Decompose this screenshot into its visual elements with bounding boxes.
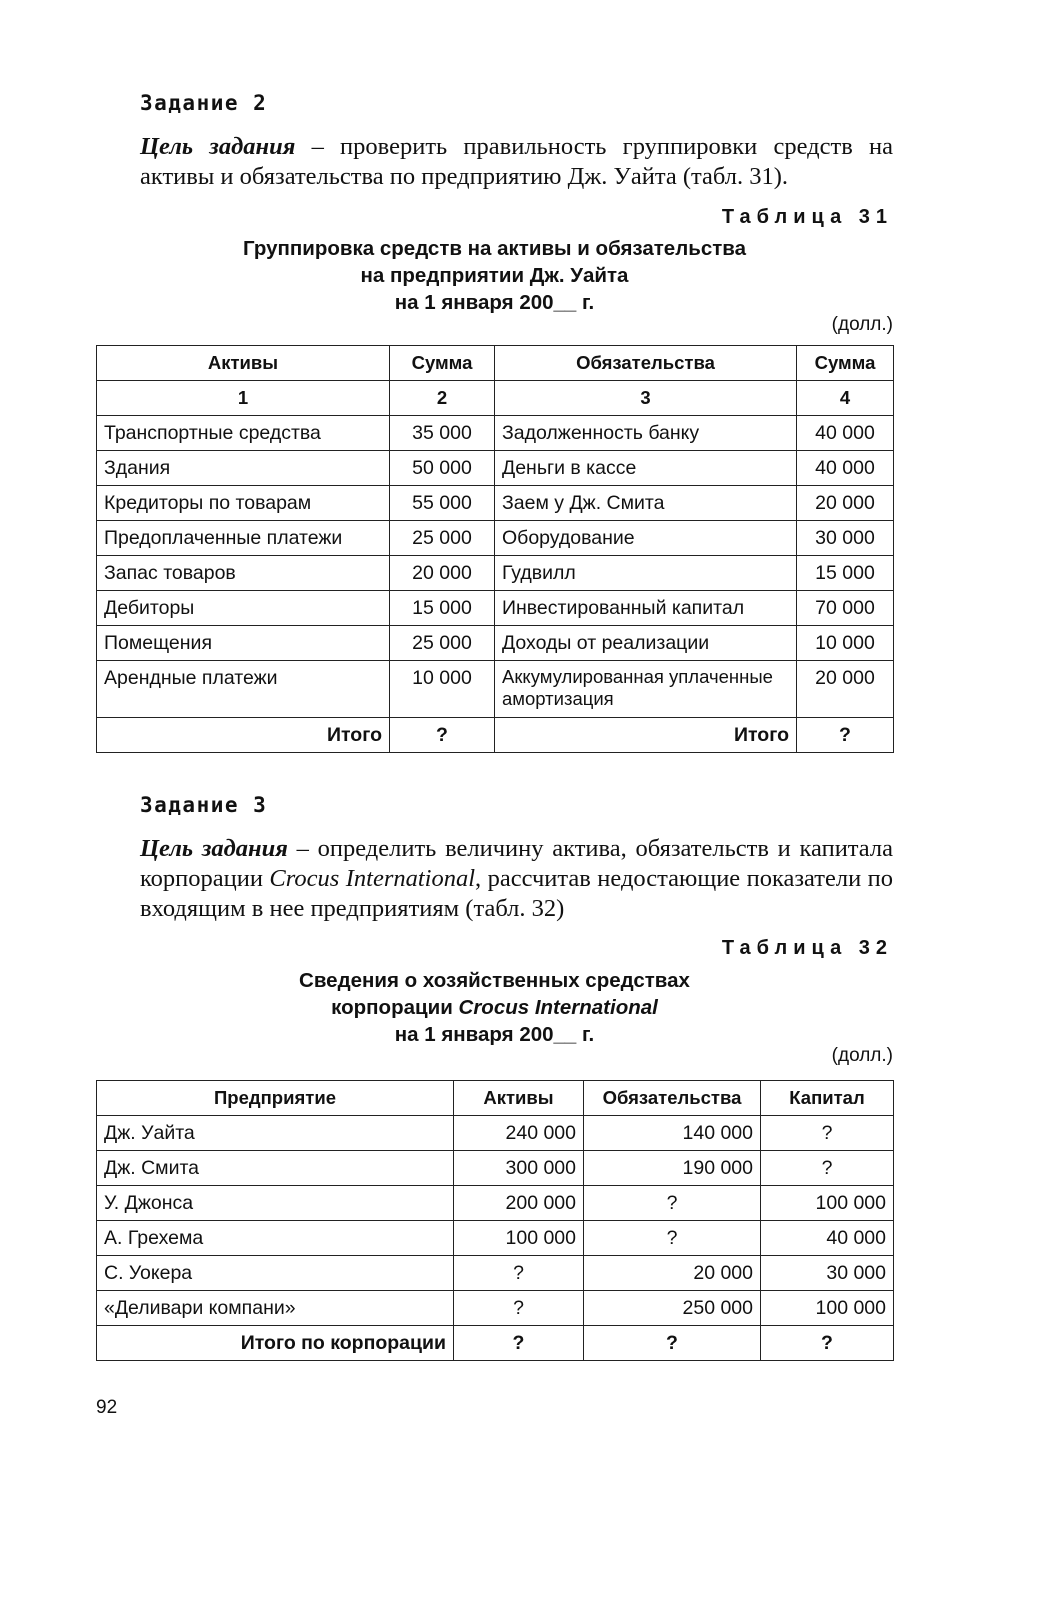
table31-title-line2: на предприятии Дж. Уайта	[360, 264, 629, 287]
asset-name: Запас товаров	[97, 556, 390, 591]
table31-label: Таблица 31	[721, 206, 893, 228]
table-row	[97, 521, 894, 556]
liability-sum: 15 000	[797, 556, 894, 591]
task3-text-b: , рассчитав недостающие показатели по входящим в нее предприятиям (табл. 32)	[140, 865, 894, 922]
asset-sum: 55 000	[390, 486, 495, 521]
table31-header-row	[97, 346, 894, 381]
table31-header-sum2: Сумма	[797, 346, 894, 381]
asset-sum: 10 000	[390, 661, 495, 718]
task3-heading: Задание 3	[140, 793, 268, 817]
table32-total-row	[97, 1326, 894, 1361]
company-liabilities: 140 000	[584, 1116, 761, 1151]
table31-colnum-1: 1	[97, 381, 390, 416]
company-liabilities: ?	[584, 1186, 761, 1221]
company-assets: ?	[454, 1256, 584, 1291]
company-capital: 30 000	[761, 1256, 894, 1291]
table-row	[97, 1151, 894, 1186]
company-assets: 240 000	[454, 1116, 584, 1151]
table32-title-line3: на 1 января 200__ г.	[394, 1023, 595, 1046]
company-liabilities: 250 000	[584, 1291, 761, 1326]
asset-name: Кредиторы по товарам	[97, 486, 390, 521]
table32-title	[96, 967, 893, 1048]
liability-sum: 70 000	[797, 591, 894, 626]
asset-name: Помещения	[97, 626, 390, 661]
task2-text: – проверить правильность группировки средств на активы и обязательства по предприятию Дж. Уайта (табл. 31).	[140, 133, 893, 190]
table31-unit: (долл.)	[831, 314, 893, 335]
table31-colnum-4: 4	[797, 381, 894, 416]
table32-total-assets: ?	[454, 1326, 584, 1361]
task3-paragraph	[96, 834, 893, 924]
liability-name: Задолженность банку	[495, 416, 797, 451]
liability-name: Деньги в кассе	[495, 451, 797, 486]
table32-title-company: Crocus International	[458, 996, 658, 1019]
company-liabilities: 190 000	[584, 1151, 761, 1186]
company-capital: 100 000	[761, 1291, 894, 1326]
table32-header-row	[97, 1081, 894, 1116]
table32-header-capital: Капитал	[761, 1081, 894, 1116]
table32-unit: (долл.)	[831, 1045, 893, 1066]
liability-sum: 30 000	[797, 521, 894, 556]
liability-sum: 40 000	[797, 451, 894, 486]
liability-name: Инвестированный капитал	[495, 591, 797, 626]
liability-sum: 40 000	[797, 416, 894, 451]
task3-text-a: – определить величину актива, обязательств и капитала корпорации	[140, 835, 893, 892]
table31-total-label-left: Итого	[97, 718, 390, 753]
company-name: С. Уокера	[97, 1256, 454, 1291]
table32-total-liabilities: ?	[584, 1326, 761, 1361]
table-row	[97, 661, 894, 718]
liability-sum: 20 000	[797, 661, 894, 718]
table-row	[97, 1116, 894, 1151]
company-capital: 40 000	[761, 1221, 894, 1256]
table32-label: Таблица 32	[721, 937, 893, 959]
table31-header-assets: Активы	[97, 346, 390, 381]
liability-name: Аккумулированная уплаченные амортизация	[495, 661, 797, 718]
company-name: У. Джонса	[97, 1186, 454, 1221]
table32-total-label: Итого по корпорации	[97, 1326, 454, 1361]
table-row	[97, 1256, 894, 1291]
table31-total-right: ?	[797, 718, 894, 753]
company-capital: 100 000	[761, 1186, 894, 1221]
table-row	[97, 1186, 894, 1221]
asset-sum: 15 000	[390, 591, 495, 626]
asset-name: Дебиторы	[97, 591, 390, 626]
table-row	[97, 451, 894, 486]
table31-total-left: ?	[390, 718, 495, 753]
table32-total-capital: ?	[761, 1326, 894, 1361]
table32-header-assets: Активы	[454, 1081, 584, 1116]
table32-header-company: Предприятие	[97, 1081, 454, 1116]
table31-title-line3: на 1 января 200__ г.	[394, 291, 595, 314]
company-liabilities: 20 000	[584, 1256, 761, 1291]
table-row	[97, 1291, 894, 1326]
table32	[96, 1080, 894, 1361]
table31-number-row	[97, 381, 894, 416]
company-name: Дж. Уайта	[97, 1116, 454, 1151]
company-assets: ?	[454, 1291, 584, 1326]
liability-name: Доходы от реализации	[495, 626, 797, 661]
table31-colnum-3: 3	[495, 381, 797, 416]
task2-paragraph	[96, 132, 893, 192]
table-row	[97, 591, 894, 626]
asset-name: Здания	[97, 451, 390, 486]
table32-header-liabilities: Обязательства	[584, 1081, 761, 1116]
company-liabilities: ?	[584, 1221, 761, 1256]
table32-title-line1: Сведения о хозяйственных средствах	[299, 969, 690, 992]
table32-title-line2	[96, 994, 893, 1021]
company-assets: 300 000	[454, 1151, 584, 1186]
page-number: 92	[96, 1397, 118, 1418]
company-name: Дж. Смита	[97, 1151, 454, 1186]
task2-heading: Задание 2	[140, 91, 268, 115]
asset-sum: 35 000	[390, 416, 495, 451]
liability-sum: 20 000	[797, 486, 894, 521]
company-name: А. Грехема	[97, 1221, 454, 1256]
task2-lead: Цель задания	[140, 133, 296, 160]
company-assets: 100 000	[454, 1221, 584, 1256]
liability-name: Гудвилл	[495, 556, 797, 591]
asset-name: Транспортные средства	[97, 416, 390, 451]
table31-colnum-2: 2	[390, 381, 495, 416]
company-capital: ?	[761, 1116, 894, 1151]
asset-name: Арендные платежи	[97, 661, 390, 718]
task3-lead: Цель задания	[140, 835, 288, 862]
asset-sum: 25 000	[390, 626, 495, 661]
table32-title-line2-a: корпорации	[331, 996, 459, 1019]
table31	[96, 345, 894, 753]
liability-sum: 10 000	[797, 626, 894, 661]
asset-sum: 20 000	[390, 556, 495, 591]
asset-sum: 25 000	[390, 521, 495, 556]
table31-header-liabilities: Обязательства	[495, 346, 797, 381]
table-row	[97, 626, 894, 661]
table-row	[97, 1221, 894, 1256]
table-row	[97, 486, 894, 521]
company-name: «Деливари компани»	[97, 1291, 454, 1326]
company-assets: 200 000	[454, 1186, 584, 1221]
table31-total-label-right: Итого	[495, 718, 797, 753]
table31-header-sum1: Сумма	[390, 346, 495, 381]
liability-name: Оборудование	[495, 521, 797, 556]
task3-company: Crocus International	[269, 865, 476, 892]
asset-sum: 50 000	[390, 451, 495, 486]
table31-total-row	[97, 718, 894, 753]
table-row	[97, 556, 894, 591]
table-row	[97, 416, 894, 451]
table31-title	[96, 235, 893, 316]
asset-name: Предоплаченные платежи	[97, 521, 390, 556]
table31-title-line1: Группировка средств на активы и обязательства	[243, 237, 746, 260]
company-capital: ?	[761, 1151, 894, 1186]
liability-name: Заем у Дж. Смита	[495, 486, 797, 521]
